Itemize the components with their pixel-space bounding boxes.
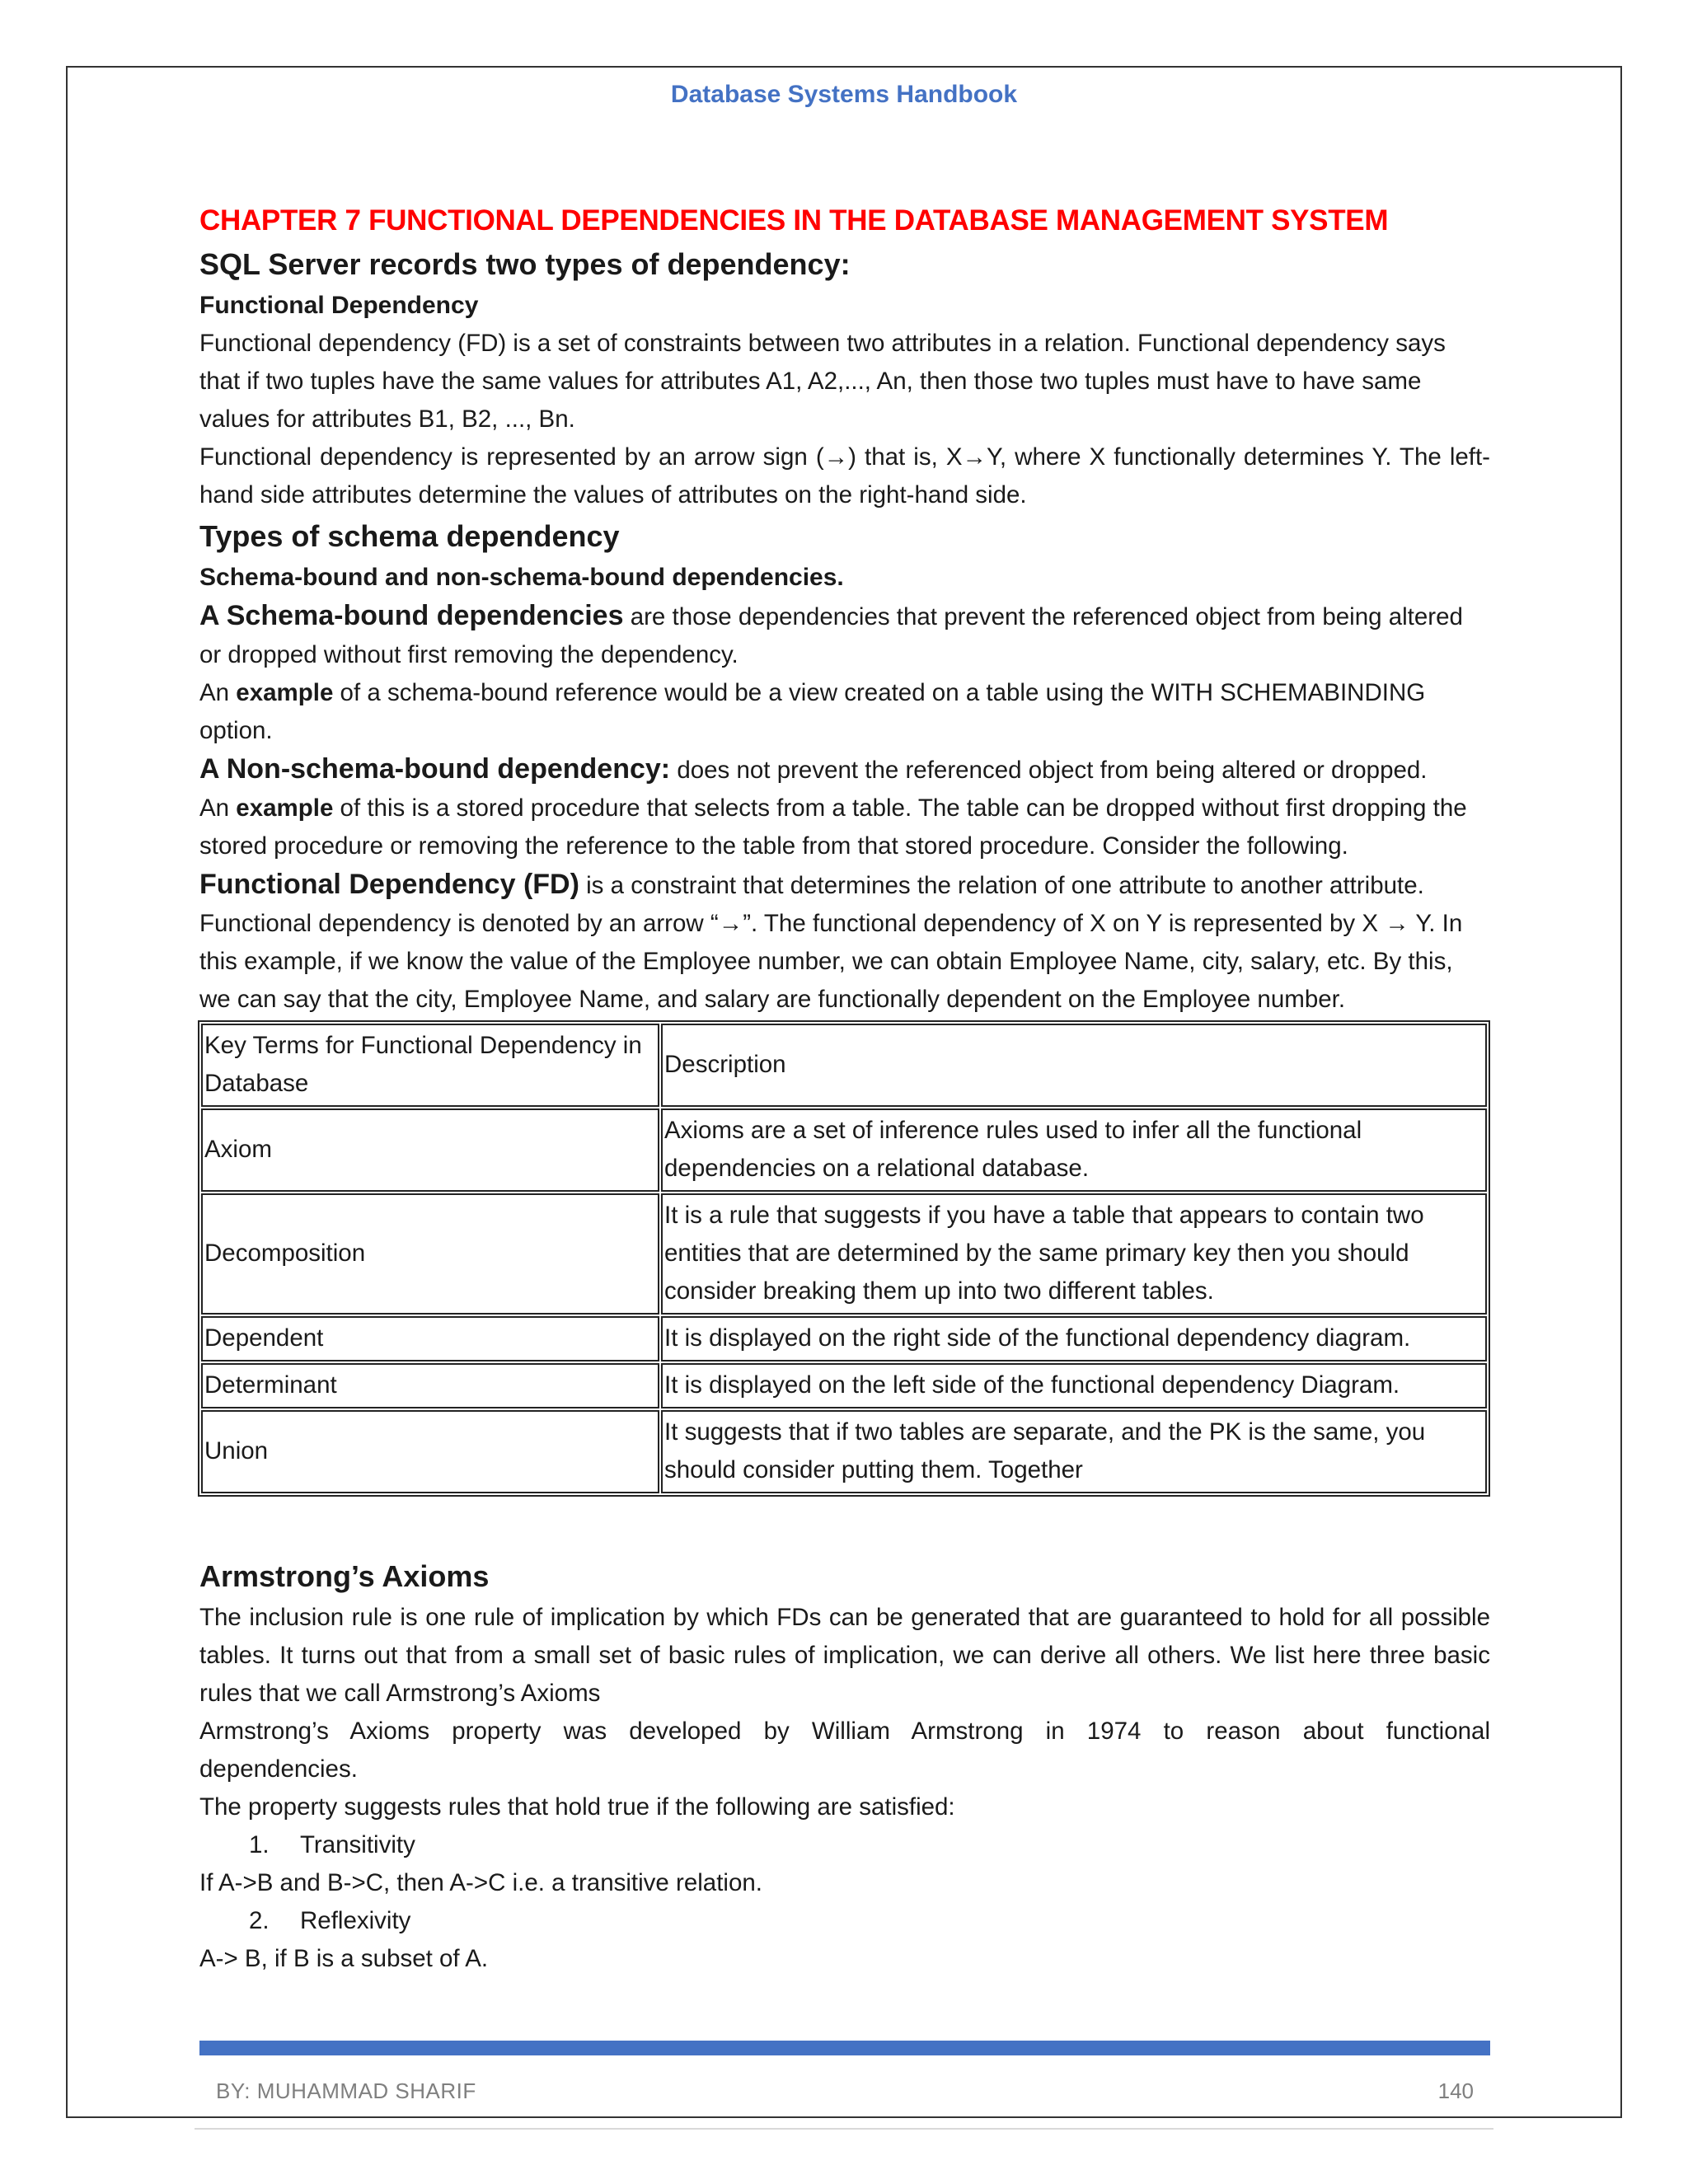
- chapter-title: CHAPTER 7 FUNCTIONAL DEPENDENCIES IN THE DATABASE MANAGEMENT SYSTEM: [199, 204, 1389, 237]
- example2-text: of this is a stored procedure that selects from a table. The table can be dropped without first dropping the stored procedure or removing the reference to the table from that stored procedure. Consider the following.: [199, 794, 1467, 860]
- paragraph-transitivity: If A->B and B->C, then A->C i.e. a transitive relation.: [199, 1869, 762, 1896]
- page-content: [199, 199, 1490, 1978]
- paragraph-non-schema-bound: [199, 750, 1490, 790]
- non-schema-lead: A Non-schema-bound dependency:: [199, 753, 671, 785]
- description-cell: It is displayed on the right side of the functional dependency diagram.: [661, 1316, 1487, 1361]
- table-row: [201, 1316, 1487, 1361]
- schema-bound-text: are those dependencies that prevent the referenced object from being altered or dropped without first removing the dependency.: [199, 603, 1463, 668]
- example-keyword: example: [236, 794, 334, 822]
- description-cell: It is displayed on the left side of the functional dependency Diagram.: [661, 1363, 1487, 1408]
- paragraph-reflexivity: A-> B, if B is a subset of A.: [199, 1945, 489, 1972]
- section-heading-dependency-types: SQL Server records two types of dependency:: [199, 247, 851, 281]
- paragraph-schema-bound: [199, 597, 1490, 674]
- paragraph-example-schema-bound: [199, 674, 1490, 750]
- running-header: Database Systems Handbook: [670, 81, 1018, 108]
- term-cell: Axiom: [201, 1108, 659, 1192]
- bottom-divider: [195, 2128, 1493, 2130]
- fd-text: is a constraint that determines the relation of one attribute to another attribute. Functional dependency is denoted by an arrow “→”. The functional dependency of X on Y is represented by X → Y. In this example, if we know the value of the Employee number, we can obtain Employee Name, city, salary, etc. By this, we can say that the city, Employee Name, and salary are functionally dependent on the Employee number.: [199, 872, 1463, 1013]
- subheading-functional-dependency: Functional Dependency: [199, 292, 479, 319]
- table-header-description: Description: [661, 1024, 1487, 1107]
- paragraph-inclusion-rule: The inclusion rule is one rule of implication by which FDs can be generated that are guaranteed to hold for all possible tables. It turns out that from a small set of basic rules of implication, we can derive all others. We list here three basic rules that we call Armstrong’s Axioms: [199, 1604, 1490, 1707]
- example1-text: of a schema-bound reference would be a view created on a table using the WITH SCHEMABINDING option.: [199, 679, 1426, 744]
- section-heading-armstrong: Armstrong’s Axioms: [199, 1559, 490, 1593]
- key-terms-table: [198, 1020, 1490, 1497]
- list-label: Reflexivity: [300, 1907, 411, 1934]
- term-cell: Dependent: [201, 1316, 659, 1361]
- fd-lead: Functional Dependency (FD): [199, 869, 579, 900]
- example-keyword: example: [236, 679, 334, 706]
- description-cell: It suggests that if two tables are separate, and the PK is the same, you should consider putting them. Together: [661, 1410, 1487, 1493]
- paragraph-fd-constraint: [199, 865, 1490, 1019]
- section-heading-schema-dependency: Types of schema dependency: [199, 519, 620, 553]
- non-schema-text: does not prevent the referenced object from being altered or dropped.: [670, 757, 1428, 784]
- section-spacer: [199, 1497, 1490, 1554]
- paragraph-example-non-schema: [199, 790, 1490, 865]
- table-row: [201, 1410, 1487, 1493]
- list-number: 2.: [249, 1907, 270, 1934]
- term-cell: Union: [201, 1410, 659, 1493]
- list-label: Transitivity: [300, 1831, 415, 1858]
- subheading-schema-bound: Schema-bound and non-schema-bound dependencies.: [199, 564, 844, 591]
- paragraph-property-rules: The property suggests rules that hold true if the following are satisfied:: [199, 1793, 955, 1821]
- list-item-transitivity: [199, 1826, 1490, 1864]
- term-cell: Decomposition: [201, 1193, 659, 1315]
- schema-bound-lead: A Schema-bound dependencies: [199, 600, 624, 631]
- table-row: [201, 1193, 1487, 1315]
- table-row: [201, 1108, 1487, 1192]
- list-item-reflexivity: [199, 1902, 1490, 1940]
- table-header-row: [201, 1024, 1487, 1107]
- paragraph-fd-definition: Functional dependency (FD) is a set of constraints between two attributes in a relation. Functional dependency says that if two tuples have the same values for attributes A1, A2,..., An, then those two tuples must have to have same values for attributes B1, B2, ..., Bn.: [199, 330, 1446, 433]
- footer-accent-bar: [199, 2041, 1490, 2055]
- term-cell: Determinant: [201, 1363, 659, 1408]
- paragraph-armstrong-history: Armstrong’s Axioms property was developed by William Armstrong in 1974 to reason about functional dependencies.: [199, 1718, 1490, 1783]
- example-prefix: An: [199, 679, 237, 706]
- list-number: 1.: [249, 1831, 270, 1858]
- description-cell: It is a rule that suggests if you have a table that appears to contain two entities that are determined by the same primary key then you should consider breaking them up into two different tables.: [661, 1193, 1487, 1315]
- description-cell: Axioms are a set of inference rules used to infer all the functional dependencies on a relational database.: [661, 1108, 1487, 1192]
- paragraph-fd-arrow: Functional dependency is represented by an arrow sign (→) that is, X→Y, where X functionally determines Y. The left-hand side attributes determine the values of attributes on the right-hand side.: [199, 443, 1490, 509]
- page-number: 140: [1437, 2079, 1474, 2103]
- table-row: [201, 1363, 1487, 1408]
- footer-author: BY: MUHAMMAD SHARIF: [216, 2079, 476, 2103]
- example-prefix: An: [199, 794, 237, 822]
- table-header-term: Key Terms for Functional Dependency in Database: [201, 1024, 659, 1107]
